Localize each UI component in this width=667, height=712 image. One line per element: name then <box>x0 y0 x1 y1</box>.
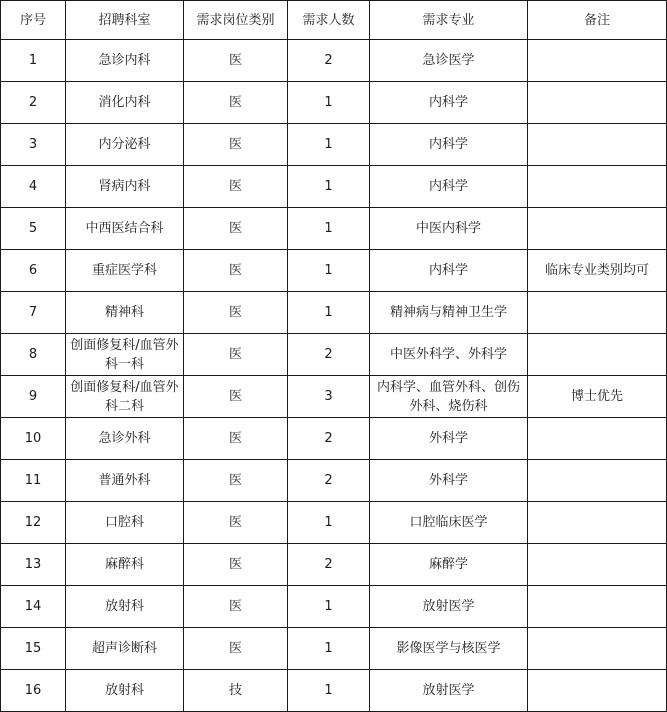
table-row <box>1 502 667 544</box>
table-row <box>1 124 667 166</box>
cell-required-major: 急诊医学 <box>370 40 528 82</box>
cell-department: 创面修复科/血管外科二科 <box>66 376 184 418</box>
cell-position-category: 医 <box>184 334 288 376</box>
cell-department: 放射科 <box>66 670 184 712</box>
cell-required-major: 内科学 <box>370 166 528 208</box>
table-row <box>1 40 667 82</box>
cell-department: 放射科 <box>66 586 184 628</box>
cell-serial-number: 7 <box>1 292 66 334</box>
cell-department: 精神科 <box>66 292 184 334</box>
cell-department: 急诊内科 <box>66 40 184 82</box>
cell-position-category: 医 <box>184 250 288 292</box>
cell-headcount: 1 <box>288 166 370 208</box>
cell-required-major: 内科学 <box>370 250 528 292</box>
cell-serial-number: 11 <box>1 460 66 502</box>
cell-headcount: 2 <box>288 40 370 82</box>
cell-serial-number: 5 <box>1 208 66 250</box>
cell-department: 创面修复科/血管外科一科 <box>66 334 184 376</box>
cell-position-category: 医 <box>184 82 288 124</box>
cell-department: 肾病内科 <box>66 166 184 208</box>
table-row <box>1 670 667 712</box>
cell-remarks <box>528 82 667 124</box>
cell-position-category: 医 <box>184 166 288 208</box>
table-row <box>1 628 667 670</box>
cell-serial-number: 14 <box>1 586 66 628</box>
cell-required-major: 麻醉学 <box>370 544 528 586</box>
table-row <box>1 376 667 418</box>
table-row <box>1 250 667 292</box>
cell-position-category: 医 <box>184 586 288 628</box>
table-row <box>1 460 667 502</box>
cell-required-major: 内科学、血管外科、创伤外科、烧伤科 <box>370 376 528 418</box>
table-body <box>1 40 667 712</box>
cell-headcount: 2 <box>288 460 370 502</box>
cell-serial-number: 9 <box>1 376 66 418</box>
table-row <box>1 166 667 208</box>
cell-headcount: 1 <box>288 82 370 124</box>
cell-required-major: 放射医学 <box>370 670 528 712</box>
cell-serial-number: 4 <box>1 166 66 208</box>
cell-headcount: 1 <box>288 124 370 166</box>
cell-remarks <box>528 124 667 166</box>
cell-position-category: 医 <box>184 460 288 502</box>
table-row <box>1 418 667 460</box>
table-row <box>1 586 667 628</box>
cell-remarks <box>528 334 667 376</box>
cell-remarks <box>528 418 667 460</box>
cell-department: 消化内科 <box>66 82 184 124</box>
cell-required-major: 内科学 <box>370 82 528 124</box>
table-row <box>1 334 667 376</box>
cell-department: 重症医学科 <box>66 250 184 292</box>
cell-department: 麻醉科 <box>66 544 184 586</box>
cell-remarks <box>528 460 667 502</box>
cell-position-category: 医 <box>184 208 288 250</box>
cell-headcount: 1 <box>288 208 370 250</box>
cell-department: 内分泌科 <box>66 124 184 166</box>
header-required-major: 需求专业 <box>370 1 528 40</box>
cell-department: 普通外科 <box>66 460 184 502</box>
cell-headcount: 1 <box>288 502 370 544</box>
cell-remarks <box>528 586 667 628</box>
cell-serial-number: 6 <box>1 250 66 292</box>
table-row <box>1 208 667 250</box>
cell-remarks: 临床专业类别均可 <box>528 250 667 292</box>
cell-serial-number: 10 <box>1 418 66 460</box>
cell-position-category: 医 <box>184 292 288 334</box>
header-headcount: 需求人数 <box>288 1 370 40</box>
cell-position-category: 医 <box>184 124 288 166</box>
header-department: 招聘科室 <box>66 1 184 40</box>
cell-remarks <box>528 502 667 544</box>
header-row <box>1 1 667 40</box>
header-position-category: 需求岗位类别 <box>184 1 288 40</box>
cell-department: 口腔科 <box>66 502 184 544</box>
cell-remarks <box>528 166 667 208</box>
cell-headcount: 1 <box>288 586 370 628</box>
cell-required-major: 外科学 <box>370 418 528 460</box>
cell-serial-number: 8 <box>1 334 66 376</box>
cell-department: 超声诊断科 <box>66 628 184 670</box>
cell-position-category: 医 <box>184 40 288 82</box>
cell-headcount: 1 <box>288 250 370 292</box>
cell-remarks <box>528 292 667 334</box>
cell-required-major: 中医内科学 <box>370 208 528 250</box>
cell-position-category: 医 <box>184 544 288 586</box>
cell-remarks <box>528 40 667 82</box>
table-row <box>1 544 667 586</box>
table-row <box>1 292 667 334</box>
cell-department: 中西医结合科 <box>66 208 184 250</box>
cell-serial-number: 3 <box>1 124 66 166</box>
cell-position-category: 医 <box>184 376 288 418</box>
cell-remarks <box>528 208 667 250</box>
cell-remarks <box>528 544 667 586</box>
cell-serial-number: 15 <box>1 628 66 670</box>
cell-serial-number: 1 <box>1 40 66 82</box>
cell-serial-number: 12 <box>1 502 66 544</box>
table-row <box>1 82 667 124</box>
cell-required-major: 口腔临床医学 <box>370 502 528 544</box>
cell-remarks <box>528 670 667 712</box>
cell-position-category: 技 <box>184 670 288 712</box>
cell-required-major: 影像医学与核医学 <box>370 628 528 670</box>
cell-serial-number: 13 <box>1 544 66 586</box>
cell-required-major: 内科学 <box>370 124 528 166</box>
cell-required-major: 中医外科学、外科学 <box>370 334 528 376</box>
cell-serial-number: 2 <box>1 82 66 124</box>
cell-required-major: 外科学 <box>370 460 528 502</box>
cell-headcount: 1 <box>288 628 370 670</box>
cell-position-category: 医 <box>184 628 288 670</box>
cell-headcount: 2 <box>288 418 370 460</box>
table-header <box>1 1 667 40</box>
header-remarks: 备注 <box>528 1 667 40</box>
cell-headcount: 1 <box>288 670 370 712</box>
cell-position-category: 医 <box>184 502 288 544</box>
cell-headcount: 2 <box>288 544 370 586</box>
cell-department: 急诊外科 <box>66 418 184 460</box>
cell-headcount: 1 <box>288 292 370 334</box>
cell-serial-number: 16 <box>1 670 66 712</box>
cell-position-category: 医 <box>184 418 288 460</box>
cell-required-major: 精神病与精神卫生学 <box>370 292 528 334</box>
cell-remarks <box>528 628 667 670</box>
cell-headcount: 2 <box>288 334 370 376</box>
cell-required-major: 放射医学 <box>370 586 528 628</box>
cell-remarks: 博士优先 <box>528 376 667 418</box>
header-serial-number: 序号 <box>1 1 66 40</box>
cell-headcount: 3 <box>288 376 370 418</box>
